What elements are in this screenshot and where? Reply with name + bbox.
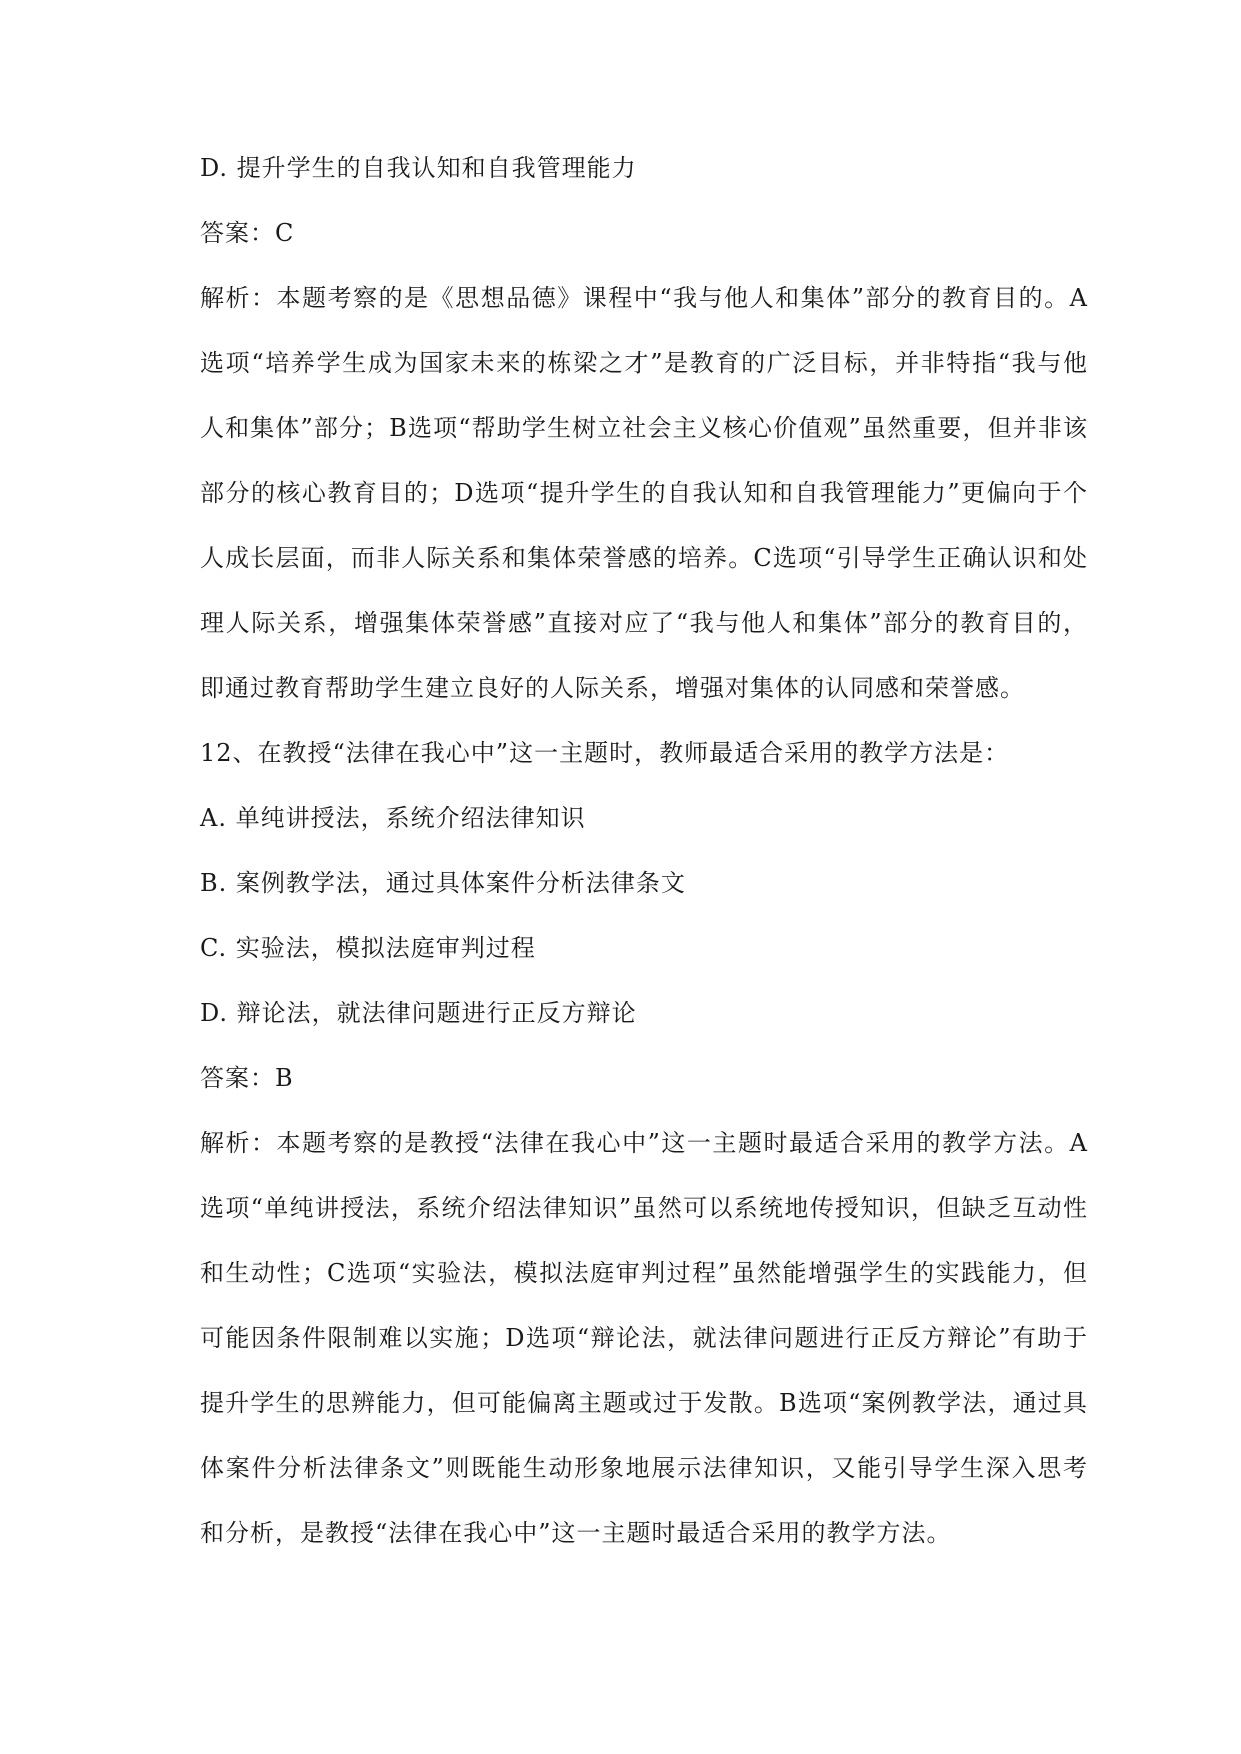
q12-option-d: D. 辩论法，就法律问题进行正反方辩论 <box>200 999 637 1027</box>
q11-answer: 答案：C <box>200 219 295 247</box>
q12-analysis: 解析：本题考察的是教授“法律在我心中”这一主题时最适合采用的教学方法。A选项“单纯讲授法，系统介绍法律知识”虽然可以系统地传授知识，但缺乏互动性和生动性；C选项“实验法，模拟法庭审判过程”虽然能增强学生的实践能力，但可能因条件限制难以实施；D选项“辩论法，就法律问题进行正反方辩论”有助于提升学生的思辨能力，但可能偏离主题或过于发散。B选项“案例教学法，通过具体案件分析法律条文”则既能生动形象地展示法律知识，又能引导学生深入思考和分析，是教授“法律在我心中”这一主题时最适合采用的教学方法。 <box>200 1129 1088 1547</box>
q12-question: 12、在教授“法律在我心中”这一主题时，教师最适合采用的教学方法是： <box>200 739 1010 767</box>
q12-answer: 答案：B <box>200 1064 294 1092</box>
q12-option-a: A. 单纯讲授法，系统介绍法律知识 <box>200 804 586 832</box>
q12-option-c: C. 实验法，模拟法庭审判过程 <box>200 934 536 962</box>
page-content <box>200 136 1088 1566</box>
q12-option-b: B. 案例教学法，通过具体案件分析法律条文 <box>200 869 686 897</box>
q11-option-d: D. 提升学生的自我认知和自我管理能力 <box>200 154 637 182</box>
q11-analysis: 解析：本题考察的是《思想品德》课程中“我与他人和集体”部分的教育目的。A选项“培养学生成为国家未来的栋梁之才”是教育的广泛目标，并非特指“我与他人和集体”部分；B选项“帮助学生树立社会主义核心价值观”虽然重要，但并非该部分的核心教育目的；D选项“提升学生的自我认知和自我管理能力”更偏向于个人成长层面，而非人际关系和集体荣誉感的培养。C选项“引导学生正确认识和处理人际关系，增强集体荣誉感”直接对应了“我与他人和集体”部分的教育目的，即通过教育帮助学生建立良好的人际关系，增强对集体的认同感和荣誉感。 <box>200 284 1088 702</box>
